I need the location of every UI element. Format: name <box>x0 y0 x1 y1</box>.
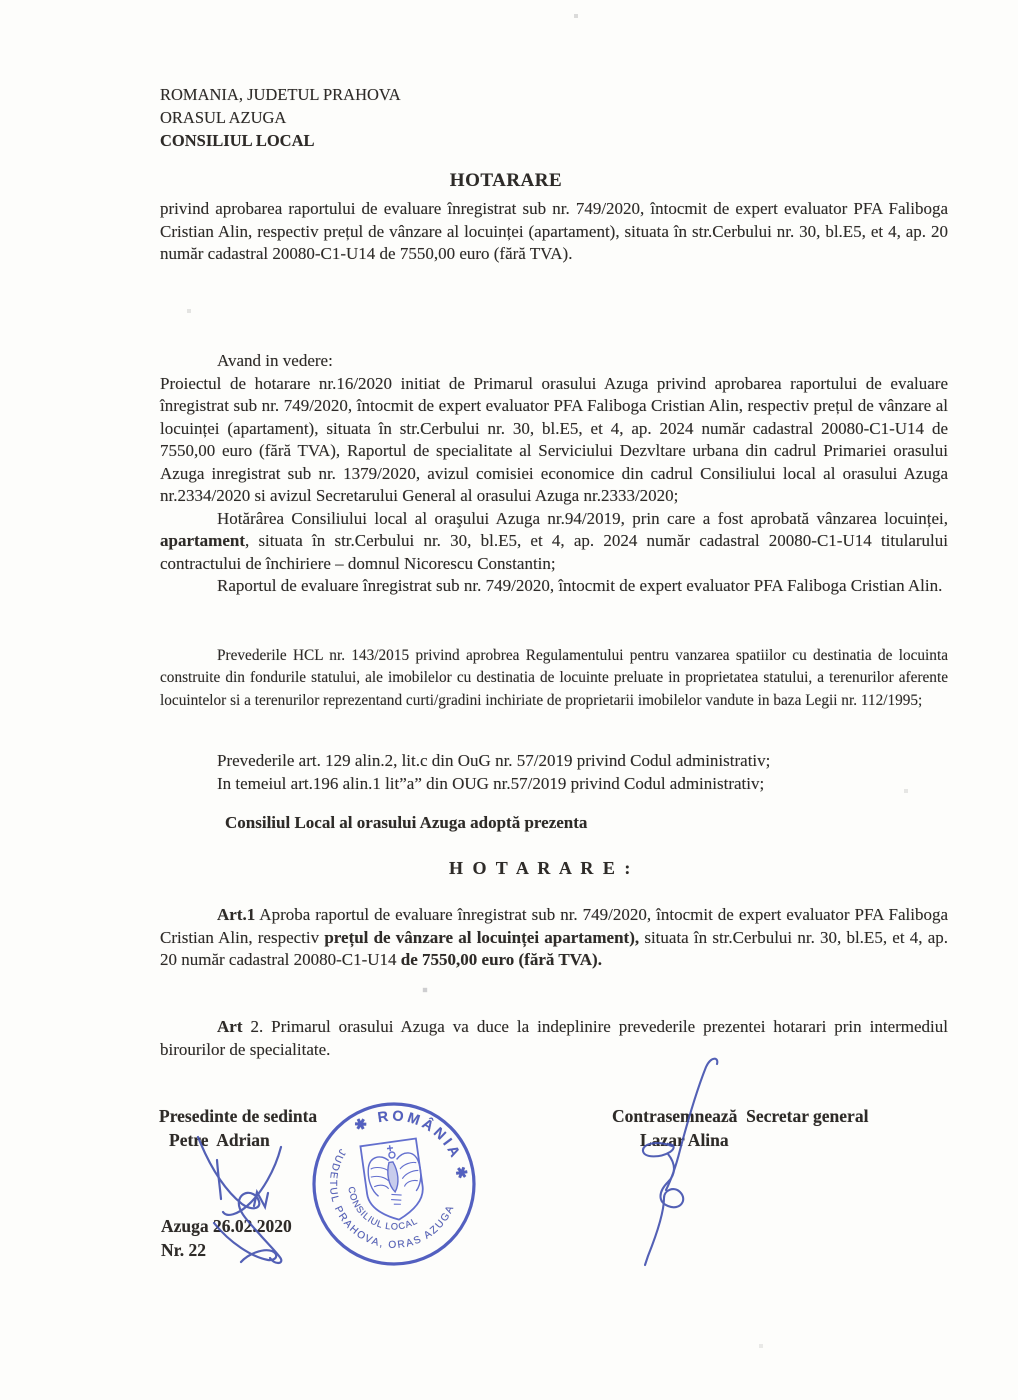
legal-basis-block <box>160 750 948 795</box>
countersign-name: Lazar Alina <box>640 1130 729 1150</box>
doc-title: HOTARARE <box>449 170 563 191</box>
signature-secretary <box>600 1050 760 1280</box>
scan-speckles <box>0 0 2 2</box>
stamp-country-arc: ✱ ROMÂNIA ✱ <box>352 1108 470 1184</box>
decision-heading: H O T A R A R E : <box>449 858 633 878</box>
adoption-line: Consiliul Local al orasului Azuga adoptă prezenta <box>225 813 588 832</box>
paragraph-in-temeiul: In temeiul art.196 alin.1 lit”a” din OUG nr.57/2019 privind Codul administrativ; <box>217 773 765 793</box>
signature-president <box>150 1100 350 1300</box>
document-head <box>160 83 948 266</box>
place-date: Azuga 26.02.2020 <box>161 1216 292 1236</box>
paragraph-raportul: Raportul de evaluare înregistrat sub nr. 749/2020, întocmit de expert evaluator PFA Faliboga Cristian Alin. <box>217 576 943 595</box>
article-1-text: Aproba raportul de evaluare înregistrat sub nr. 749/2020, întocmit de expert evaluator PFA Faliboga Cristian Alin, respectiv <box>160 905 948 947</box>
stamp-council-arc: CONSILIUL LOCAL <box>346 1185 420 1232</box>
considering-section <box>160 350 948 598</box>
header-line-town: ORASUL AZUGA <box>160 108 287 127</box>
stamp-county-arc: JUDETUL PRAHOVA, ORAS AZUGA <box>327 1146 457 1251</box>
president-role: Presedinte de sedinta <box>159 1106 318 1126</box>
article-2-number: Art <box>217 1017 243 1036</box>
article-1-text-2: situata în str.Cerbului nr. 30, bl.E5, et 4, ap. 20 număr cadastral 20080-C1-U14 <box>160 927 948 969</box>
paragraph-hotararea <box>160 508 948 576</box>
coat-of-arms-eagle <box>360 1138 426 1223</box>
hotararea-bold-apartament: apartament <box>160 531 245 550</box>
header-line-council: CONSILIUL LOCAL <box>160 131 315 150</box>
article-1-bold-amount: de 7550,00 euro (fără TVA). <box>400 950 602 969</box>
paragraph-prevederile-hcl: Prevederile HCL nr. 143/2015 privind aprobrea Regulamentului pentru vanzarea spatiilor cu destinatia de locuinta construite din fondurile statului, ale imobilelor cu destinatia de locuinte preluate in proprietatea statului, a terenurilor aferente locuintelor si a terenurilor reprezentand curti/gradini inchiriate de proprietarii imobilelor vandute in baza Legii nr. 112/1995; <box>160 647 948 709</box>
article-1-number: Art.1 <box>217 905 256 924</box>
decision-number: Nr. 22 <box>161 1240 207 1260</box>
article-2-text: 2. Primarul orasului Azuga va duce la indeplinire prevederile prezentei hotarari prin intermediul birourilor de specialitate. <box>160 1017 948 1059</box>
header-line-county: ROMANIA, JUDETUL PRAHOVA <box>160 85 401 104</box>
countersign-role: Contrasemnează Secretar general <box>612 1106 869 1126</box>
paragraph-proiectul: Proiectul de hotarare nr.16/2020 initiat de Primarul orasului Azuga privind aprobarea raportului de evaluare înregistrat sub nr. 749/2020, întocmit de expert evaluator PFA Faliboga Cristian Alin, respectiv prețul de vânzare al locuinței (apartament), situata în str.Cerbului nr. 30, bl.E5, et 4, ap. 2024 număr cadastral 20080-C1-U14 de 7550,00 euro (fără TVA), Raportul de specialitate al Serviciului Dezvltare urbana din cadrul Primariei orasului Azuga inregistrat sub nr. 1379/2020, avizul comisiei economice din cadrul Consiliului local al orasului Azuga nr.2334/2020 si avizul Secretarului General al orasului Azuga nr.2333/2020; <box>160 373 948 505</box>
considering-label: Avand in vedere: <box>217 351 333 370</box>
article-2 <box>160 1016 948 1061</box>
hotararea-text: Hotărârea Consiliului local al oraşului Azuga nr.94/2019, prin care a fost aprobată vânzarea locuinței, <box>217 508 948 528</box>
paragraph-prevederile-art129: Prevederile art. 129 alin.2, lit.c din OuG nr. 57/2019 privind Codul administrativ; <box>217 751 771 770</box>
article-1 <box>160 904 948 972</box>
hotararea-text-end: , situata în str.Cerbului nr. 30, bl.E5, et 4, ap. 2024 număr cadastral 20080-C1-U14 titularului contractului de închiriere – domnul Nicorescu Constantin; <box>160 531 948 573</box>
intro-paragraph: privind aprobarea raportului de evaluare înregistrat sub nr. 749/2020, întocmit de expert evaluator PFA Faliboga Cristian Alin, respectiv prețul de vânzare al locuinței (apartament), situata în str.Cerbului nr. 30, bl.E5, et 4, ap. 20 număr cadastral 20080-C1-U14 de 7550,00 euro (fără TVA). <box>160 199 948 263</box>
president-name: Petre Adrian <box>169 1130 270 1150</box>
article-1-bold-price: prețul de vânzare al locuinței apartament), <box>324 927 640 947</box>
